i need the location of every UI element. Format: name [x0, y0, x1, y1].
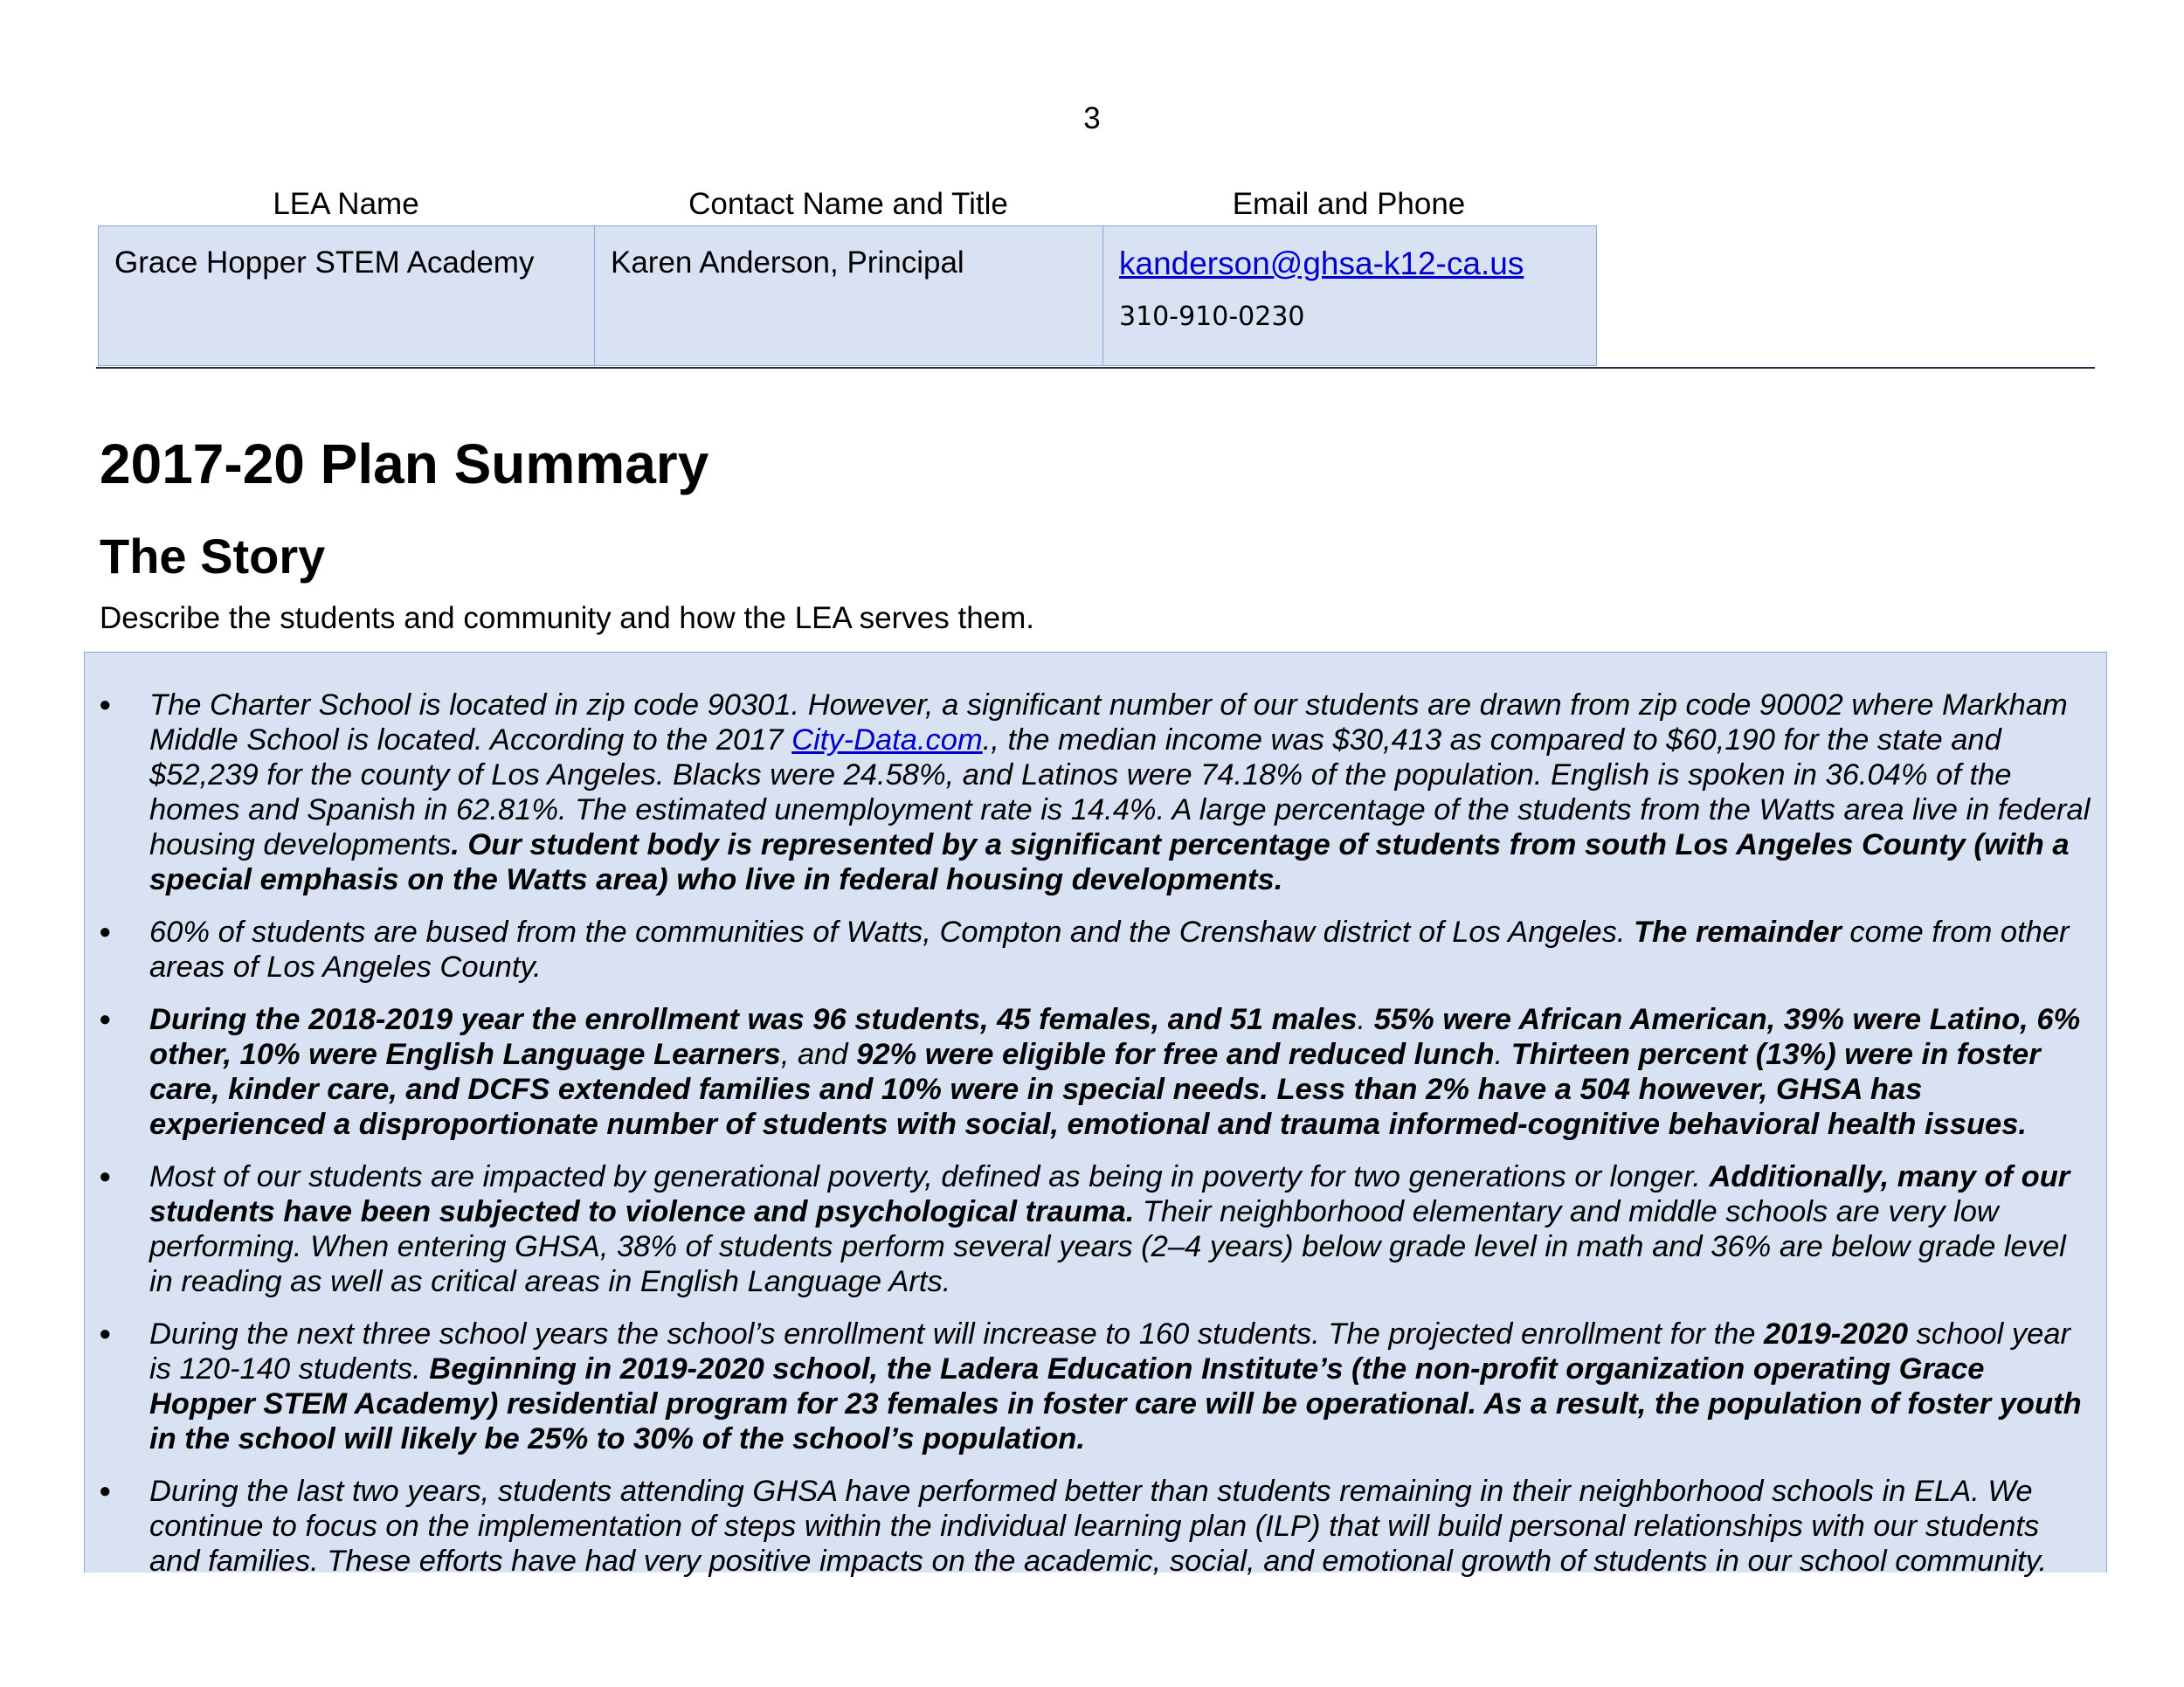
lea-name-cell: Grace Hopper STEM Academy [99, 226, 595, 365]
body-text: , and [780, 1038, 857, 1071]
body-text: The Charter School is located in zip code 90301. However, a significant number of our students are drawn from zip code 90002 where Markham Middle School is located. According to the 2017 [149, 688, 2068, 757]
story-bullet [85, 1159, 2094, 1299]
body-text: . [1357, 1003, 1374, 1036]
page-title: 2017-20 Plan Summary [100, 432, 709, 495]
story-bullet [85, 688, 2094, 897]
city-data-link[interactable]: City-Data.com [791, 723, 983, 757]
bold-text: During the 2018-2019 year the enrollment was 96 students, 45 females, and 51 males [149, 1003, 1358, 1036]
phone-number: 310-910-0230 [1119, 301, 1305, 332]
bold-text: 92% were eligible for free and reduced lunch [856, 1038, 1495, 1071]
story-bullet [85, 1474, 2094, 1579]
header-contact: Contact Name and Title [688, 187, 1008, 221]
body-text: . [1494, 1038, 1511, 1071]
email-phone-cell [1103, 226, 1596, 365]
body-text: During the next three school years the school’s enrollment will increase to 160 students. The projected enrollment for the [149, 1317, 1765, 1351]
lea-table-header [98, 183, 1597, 225]
body-text: 60% of students are bused from the communities of Watts, Compton and the Crenshaw district of Los Angeles. [149, 916, 1635, 949]
story-bullet [85, 915, 2094, 985]
story-bullet-list [85, 653, 2106, 1579]
story-box [84, 652, 2107, 1578]
body-text: Most of our students are impacted by generational poverty, defined as being in poverty for two generations or longer. [149, 1160, 1710, 1193]
header-email-phone: Email and Phone [1232, 187, 1466, 221]
bold-text: Thirteen percent (13%) were in foster care, kinder care, and DCFS extended families and 10% were in special needs. Less than 2% have a 504 however, GHSA has experienced a disproportionate number of students with social, emotional and trauma informed-cognitive behavioral health issues. [149, 1038, 2041, 1141]
body-text: During the last two years, students attending GHSA have performed better than students remaining in their neighborhood schools in ELA. We continue to focus on the implementation of steps within the individual learning plan (ILP) that will build personal relationships with our students and families. These efforts have had very positive impacts on the academic, social, and emotional growth of students in our school community. [149, 1475, 2048, 1578]
bold-text: The remainder [1634, 916, 1842, 949]
contact-cell: Karen Anderson, Principal [595, 226, 1103, 365]
email-link[interactable]: kanderson@ghsa-k12-ca.us [1119, 245, 1524, 281]
body-text: ., the median income was $30,413 as compared to $60,190 for the state and $52,239 for the county of Los Angeles. Blacks were 24.58%, and Latinos were 74.18% of the population. English is spoken in 36.04% of the homes and Spanish in 62.81%. The estimated unemployment rate is 14.4%. A large percentage of the students from the Watts area live in federal housing developments [149, 723, 2091, 861]
section-title: The Story [100, 529, 326, 584]
header-divider [96, 367, 2095, 369]
bold-text: . Our student body is represented by a significant percentage of students from south Los Angeles County (with a special emphasis on the Watts area) who live in federal housing developments. [149, 828, 2070, 896]
bold-text: Beginning in 2019-2020 school, the Ladera Education Institute’s (the non-profit organization operating Grace Hopper STEM Academy) residential program for 23 females in foster care will be operational. As a result, the population of foster youth in the school will likely be 25% to 30% of the school’s population. [149, 1352, 2082, 1455]
page-number: 3 [1083, 101, 1101, 135]
section-prompt: Describe the students and community and how the LEA serves them. [100, 601, 1035, 635]
story-bullet [85, 1002, 2094, 1142]
bold-text: Additionally, many of our students have been subjected to violence and psychological trauma. [149, 1160, 2070, 1228]
bold-text: 55% were African American, 39% were Latino, 6% other, 10% were English Language Learners [149, 1003, 2081, 1071]
body-text: school year is 120-140 students. [149, 1317, 2071, 1386]
lea-table [98, 183, 1597, 366]
body-text: Their neighborhood elementary and middle schools are very low performing. When entering GHSA, 38% of students perform several years (2–4 years) below grade level in math and 36% are below grade level in reading as well as critical areas in English Language Arts. [149, 1195, 2066, 1298]
body-text: come from other areas of Los Angeles County. [149, 916, 2070, 984]
header-lea-name: LEA Name [273, 187, 419, 221]
lea-table-row [98, 225, 1597, 366]
bold-text: 2019-2020 [1764, 1317, 1909, 1351]
story-bullet [85, 1317, 2094, 1456]
